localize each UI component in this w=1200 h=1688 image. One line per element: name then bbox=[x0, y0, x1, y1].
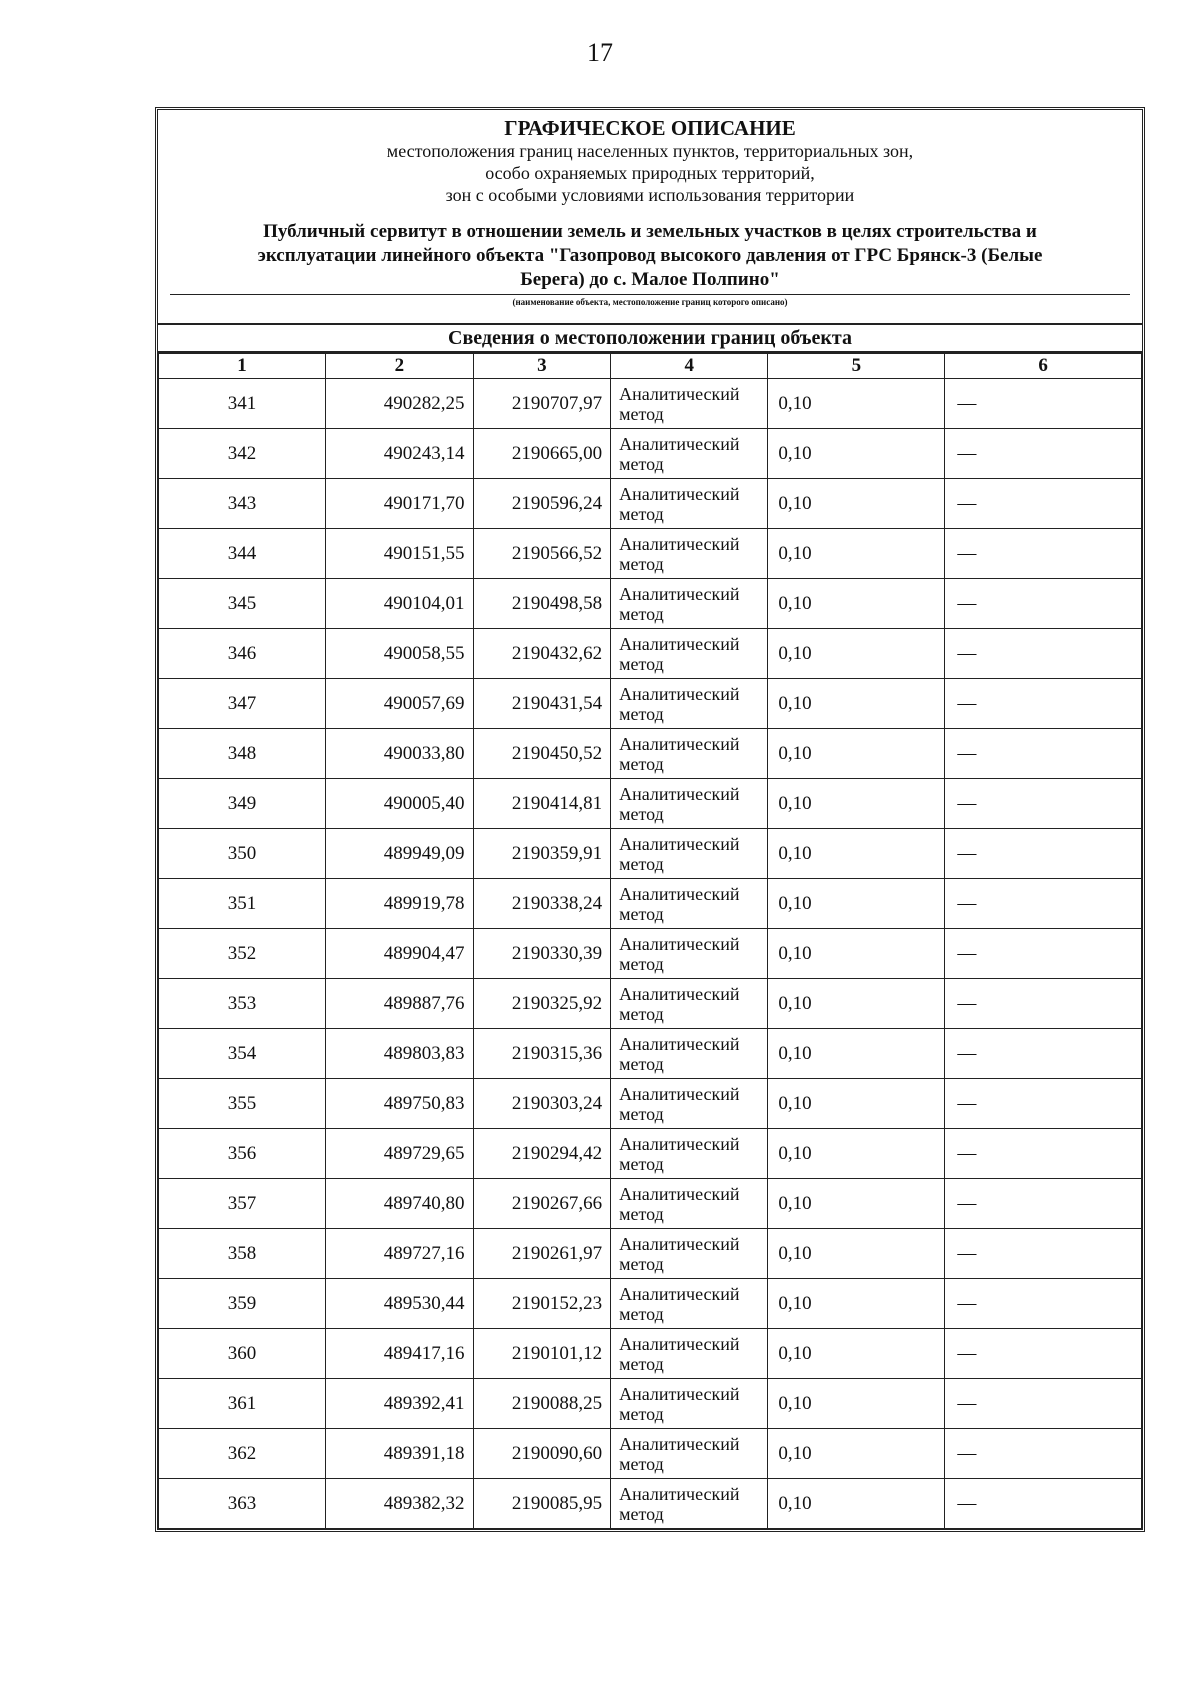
point-number: 355 bbox=[159, 1079, 326, 1129]
table-row bbox=[159, 429, 1142, 479]
point-number: 362 bbox=[159, 1429, 326, 1479]
note-cell: — bbox=[945, 1479, 1142, 1529]
table-row bbox=[159, 779, 1142, 829]
method-cell: Аналитический метод bbox=[611, 529, 768, 579]
point-number: 345 bbox=[159, 579, 326, 629]
object-name-line: Берега) до с. Малое Полпино" bbox=[520, 269, 780, 290]
accuracy-cell: 0,10 bbox=[768, 929, 945, 979]
object-caption: (наименование объекта, местоположение границ которого описано) bbox=[512, 297, 788, 307]
table-row bbox=[159, 879, 1142, 929]
coordinate-x: 490243,14 bbox=[326, 429, 473, 479]
accuracy-cell: 0,10 bbox=[768, 629, 945, 679]
point-number: 350 bbox=[159, 829, 326, 879]
point-number: 347 bbox=[159, 679, 326, 729]
accuracy-cell: 0,10 bbox=[768, 1179, 945, 1229]
note-cell: — bbox=[945, 529, 1142, 579]
method-cell: Аналитический метод bbox=[611, 1279, 768, 1329]
subtitle-line: местоположения границ населенных пунктов, территориальных зон, bbox=[386, 141, 914, 161]
method-cell: Аналитический метод bbox=[611, 1379, 768, 1429]
coordinate-y: 2190085,95 bbox=[473, 1479, 611, 1529]
method-cell: Аналитический метод bbox=[611, 679, 768, 729]
note-cell: — bbox=[945, 979, 1142, 1029]
coordinate-y: 2190707,97 bbox=[473, 379, 611, 429]
note-cell: — bbox=[945, 579, 1142, 629]
point-number: 344 bbox=[159, 529, 326, 579]
coordinate-y: 2190101,12 bbox=[473, 1329, 611, 1379]
point-number: 353 bbox=[159, 979, 326, 1029]
coordinate-x: 489887,76 bbox=[326, 979, 473, 1029]
method-cell: Аналитический метод bbox=[611, 479, 768, 529]
point-number: 360 bbox=[159, 1329, 326, 1379]
method-cell: Аналитический метод bbox=[611, 379, 768, 429]
accuracy-cell: 0,10 bbox=[768, 479, 945, 529]
table-row bbox=[159, 629, 1142, 679]
point-number: 349 bbox=[159, 779, 326, 829]
accuracy-cell: 0,10 bbox=[768, 729, 945, 779]
table-row bbox=[159, 1279, 1142, 1329]
accuracy-cell: 0,10 bbox=[768, 1479, 945, 1529]
accuracy-cell: 0,10 bbox=[768, 979, 945, 1029]
coordinate-x: 490033,80 bbox=[326, 729, 473, 779]
point-number: 346 bbox=[159, 629, 326, 679]
coordinate-y: 2190325,92 bbox=[473, 979, 611, 1029]
point-number: 343 bbox=[159, 479, 326, 529]
coordinate-x: 489391,18 bbox=[326, 1429, 473, 1479]
accuracy-cell: 0,10 bbox=[768, 529, 945, 579]
accuracy-cell: 0,10 bbox=[768, 1229, 945, 1279]
point-number: 361 bbox=[159, 1379, 326, 1429]
accuracy-cell: 0,10 bbox=[768, 1329, 945, 1379]
coordinate-y: 2190450,52 bbox=[473, 729, 611, 779]
method-cell: Аналитический метод bbox=[611, 579, 768, 629]
subtitle-line: особо охраняемых природных территорий, bbox=[485, 163, 815, 183]
coordinate-x: 489417,16 bbox=[326, 1329, 473, 1379]
method-cell: Аналитический метод bbox=[611, 929, 768, 979]
coordinate-y: 2190566,52 bbox=[473, 529, 611, 579]
table-row bbox=[159, 1079, 1142, 1129]
coordinate-y: 2190152,23 bbox=[473, 1279, 611, 1329]
coordinate-y: 2190432,62 bbox=[473, 629, 611, 679]
point-number: 357 bbox=[159, 1179, 326, 1229]
column-header: 6 bbox=[945, 354, 1142, 379]
accuracy-cell: 0,10 bbox=[768, 679, 945, 729]
document-header bbox=[158, 110, 1142, 325]
note-cell: — bbox=[945, 1379, 1142, 1429]
coordinate-x: 489949,09 bbox=[326, 829, 473, 879]
object-name bbox=[170, 220, 1130, 292]
accuracy-cell: 0,10 bbox=[768, 1129, 945, 1179]
note-cell: — bbox=[945, 1079, 1142, 1129]
column-header: 3 bbox=[473, 354, 611, 379]
method-cell: Аналитический метод bbox=[611, 1329, 768, 1379]
note-cell: — bbox=[945, 879, 1142, 929]
coordinate-x: 489727,16 bbox=[326, 1229, 473, 1279]
coordinate-x: 490104,01 bbox=[326, 579, 473, 629]
column-header: 4 bbox=[611, 354, 768, 379]
method-cell: Аналитический метод bbox=[611, 879, 768, 929]
table-row bbox=[159, 579, 1142, 629]
table-row bbox=[159, 1029, 1142, 1079]
coordinate-x: 490282,25 bbox=[326, 379, 473, 429]
method-cell: Аналитический метод bbox=[611, 429, 768, 479]
accuracy-cell: 0,10 bbox=[768, 579, 945, 629]
method-cell: Аналитический метод bbox=[611, 829, 768, 879]
accuracy-cell: 0,10 bbox=[768, 1429, 945, 1479]
coordinate-y: 2190315,36 bbox=[473, 1029, 611, 1079]
coordinate-x: 489382,32 bbox=[326, 1479, 473, 1529]
boundary-table bbox=[158, 353, 1142, 1529]
table-row bbox=[159, 1429, 1142, 1479]
accuracy-cell: 0,10 bbox=[768, 1279, 945, 1329]
subtitle-line: зон с особыми условиями использования территории bbox=[445, 185, 855, 205]
accuracy-cell: 0,10 bbox=[768, 779, 945, 829]
coordinate-y: 2190088,25 bbox=[473, 1379, 611, 1429]
table-row bbox=[159, 379, 1142, 429]
coordinate-y: 2190338,24 bbox=[473, 879, 611, 929]
coordinate-y: 2190261,97 bbox=[473, 1229, 611, 1279]
coordinate-x: 490058,55 bbox=[326, 629, 473, 679]
accuracy-cell: 0,10 bbox=[768, 1079, 945, 1129]
method-cell: Аналитический метод bbox=[611, 1079, 768, 1129]
table-header-row bbox=[159, 354, 1142, 379]
method-cell: Аналитический метод bbox=[611, 729, 768, 779]
coordinate-x: 489740,80 bbox=[326, 1179, 473, 1229]
coordinate-y: 2190596,24 bbox=[473, 479, 611, 529]
method-cell: Аналитический метод bbox=[611, 1429, 768, 1479]
coordinate-x: 490171,70 bbox=[326, 479, 473, 529]
coordinate-x: 490057,69 bbox=[326, 679, 473, 729]
note-cell: — bbox=[945, 1429, 1142, 1479]
note-cell: — bbox=[945, 679, 1142, 729]
document-frame bbox=[155, 107, 1145, 1532]
coordinate-x: 490151,55 bbox=[326, 529, 473, 579]
table-row bbox=[159, 979, 1142, 1029]
point-number: 351 bbox=[159, 879, 326, 929]
coordinate-x: 489904,47 bbox=[326, 929, 473, 979]
object-name-line: Публичный сервитут в отношении земель и земельных участков в целях строительства и bbox=[263, 221, 1037, 242]
coordinate-y: 2190330,39 bbox=[473, 929, 611, 979]
method-cell: Аналитический метод bbox=[611, 1479, 768, 1529]
point-number: 352 bbox=[159, 929, 326, 979]
table-row bbox=[159, 1329, 1142, 1379]
note-cell: — bbox=[945, 1229, 1142, 1279]
note-cell: — bbox=[945, 479, 1142, 529]
table-row bbox=[159, 1129, 1142, 1179]
note-cell: — bbox=[945, 1329, 1142, 1379]
coordinate-y: 2190431,54 bbox=[473, 679, 611, 729]
note-cell: — bbox=[945, 629, 1142, 679]
method-cell: Аналитический метод bbox=[611, 1029, 768, 1079]
note-cell: — bbox=[945, 379, 1142, 429]
method-cell: Аналитический метод bbox=[611, 1229, 768, 1279]
coordinate-x: 489750,83 bbox=[326, 1079, 473, 1129]
coordinate-x: 489392,41 bbox=[326, 1379, 473, 1429]
coordinate-y: 2190498,58 bbox=[473, 579, 611, 629]
table-row bbox=[159, 729, 1142, 779]
coordinate-x: 489919,78 bbox=[326, 879, 473, 929]
accuracy-cell: 0,10 bbox=[768, 829, 945, 879]
point-number: 342 bbox=[159, 429, 326, 479]
note-cell: — bbox=[945, 1179, 1142, 1229]
coordinate-y: 2190303,24 bbox=[473, 1079, 611, 1129]
note-cell: — bbox=[945, 929, 1142, 979]
coordinate-y: 2190414,81 bbox=[473, 779, 611, 829]
table-row bbox=[159, 929, 1142, 979]
table-row bbox=[159, 529, 1142, 579]
coordinate-x: 489803,83 bbox=[326, 1029, 473, 1079]
column-header: 5 bbox=[768, 354, 945, 379]
accuracy-cell: 0,10 bbox=[768, 879, 945, 929]
object-name-line: эксплуатации линейного объекта "Газопровод высокого давления от ГРС Брянск-3 (Белые bbox=[257, 245, 1043, 266]
table-row bbox=[159, 1229, 1142, 1279]
coordinate-y: 2190267,66 bbox=[473, 1179, 611, 1229]
table-row bbox=[159, 829, 1142, 879]
accuracy-cell: 0,10 bbox=[768, 429, 945, 479]
method-cell: Аналитический метод bbox=[611, 779, 768, 829]
accuracy-cell: 0,10 bbox=[768, 1029, 945, 1079]
document-title: ГРАФИЧЕСКОЕ ОПИСАНИЕ bbox=[504, 116, 796, 140]
point-number: 358 bbox=[159, 1229, 326, 1279]
note-cell: — bbox=[945, 779, 1142, 829]
accuracy-cell: 0,10 bbox=[768, 379, 945, 429]
point-number: 341 bbox=[159, 379, 326, 429]
coordinate-x: 489530,44 bbox=[326, 1279, 473, 1329]
coordinate-x: 490005,40 bbox=[326, 779, 473, 829]
method-cell: Аналитический метод bbox=[611, 1129, 768, 1179]
coordinate-y: 2190090,60 bbox=[473, 1429, 611, 1479]
table-row bbox=[159, 679, 1142, 729]
point-number: 359 bbox=[159, 1279, 326, 1329]
note-cell: — bbox=[945, 1129, 1142, 1179]
method-cell: Аналитический метод bbox=[611, 1179, 768, 1229]
page-number: 17 bbox=[587, 38, 613, 67]
point-number: 356 bbox=[159, 1129, 326, 1179]
table-row bbox=[159, 479, 1142, 529]
accuracy-cell: 0,10 bbox=[768, 1379, 945, 1429]
method-cell: Аналитический метод bbox=[611, 629, 768, 679]
method-cell: Аналитический метод bbox=[611, 979, 768, 1029]
note-cell: — bbox=[945, 1279, 1142, 1329]
note-cell: — bbox=[945, 429, 1142, 479]
table-row bbox=[159, 1379, 1142, 1429]
point-number: 363 bbox=[159, 1479, 326, 1529]
point-number: 354 bbox=[159, 1029, 326, 1079]
note-cell: — bbox=[945, 829, 1142, 879]
coordinate-y: 2190359,91 bbox=[473, 829, 611, 879]
table-row bbox=[159, 1479, 1142, 1529]
table-body bbox=[159, 379, 1142, 1529]
coordinate-y: 2190665,00 bbox=[473, 429, 611, 479]
coordinate-x: 489729,65 bbox=[326, 1129, 473, 1179]
note-cell: — bbox=[945, 729, 1142, 779]
column-header: 2 bbox=[326, 354, 473, 379]
note-cell: — bbox=[945, 1029, 1142, 1079]
table-row bbox=[159, 1179, 1142, 1229]
point-number: 348 bbox=[159, 729, 326, 779]
section-title: Сведения о местоположении границ объекта bbox=[158, 325, 1142, 353]
coordinate-y: 2190294,42 bbox=[473, 1129, 611, 1179]
column-header: 1 bbox=[159, 354, 326, 379]
